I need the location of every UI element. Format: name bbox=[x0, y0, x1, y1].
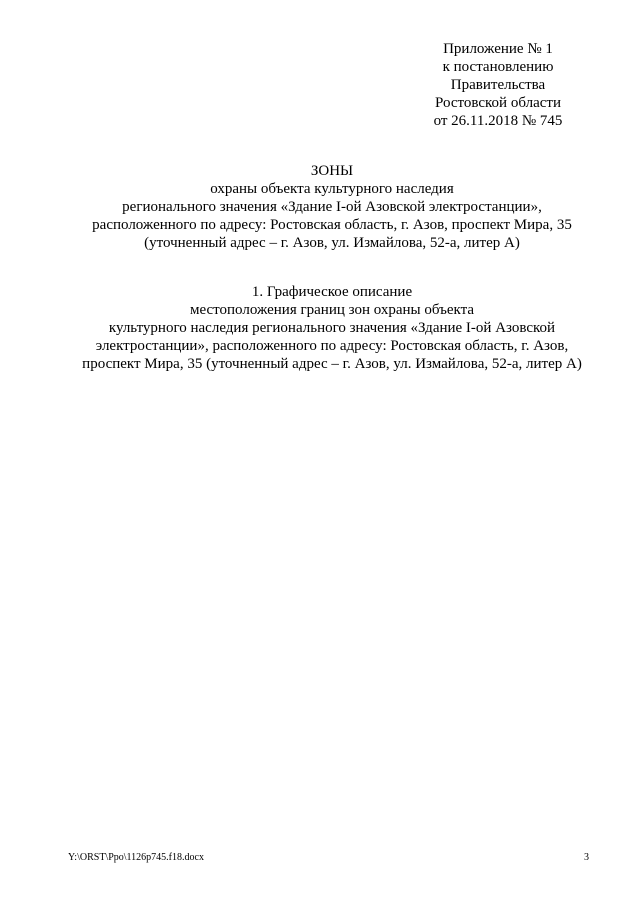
document-title-line-2: регионального значения «Здание I-ой Азовской электростанции», bbox=[122, 199, 542, 215]
footer-file-path: Y:\ORST\Ppo\1126p745.f18.docx bbox=[68, 852, 204, 863]
document-title: ЗОНЫ bbox=[310, 163, 354, 179]
section-heading-line-3: культурного наследия регионального значения «Здание I-ой Азовской bbox=[108, 320, 556, 336]
document-title-line-3: расположенного по адресу: Ростовская область, г. Азов, проспект Мира, 35 bbox=[92, 217, 572, 233]
appendix-line-1: Приложение № 1 bbox=[443, 41, 553, 57]
document-title-line-1: охраны объекта культурного наследия bbox=[210, 181, 454, 197]
document-title-block bbox=[40, 162, 624, 252]
footer-page-number: 3 bbox=[584, 852, 589, 863]
appendix-line-5: от 26.11.2018 № 745 bbox=[433, 113, 563, 129]
section-heading-line-2: местоположения границ зон охраны объекта bbox=[189, 302, 475, 318]
appendix-header bbox=[420, 40, 576, 130]
section-heading-line-4: электростанции», расположенного по адресу: Ростовская область, г. Азов, bbox=[95, 338, 569, 354]
appendix-line-3: Правительства bbox=[450, 77, 546, 93]
section-heading-line-5: проспект Мира, 35 (уточненный адрес – г. Азов, ул. Измайлова, 52-а, литер А) bbox=[82, 356, 582, 372]
appendix-line-4: Ростовской области bbox=[435, 95, 561, 111]
section-heading bbox=[40, 283, 624, 373]
document-title-line-4: (уточненный адрес – г. Азов, ул. Измайлова, 52-а, литер А) bbox=[144, 235, 520, 251]
section-heading-line-1: 1. Графическое описание bbox=[251, 284, 413, 300]
appendix-line-2: к постановлению bbox=[442, 59, 554, 75]
